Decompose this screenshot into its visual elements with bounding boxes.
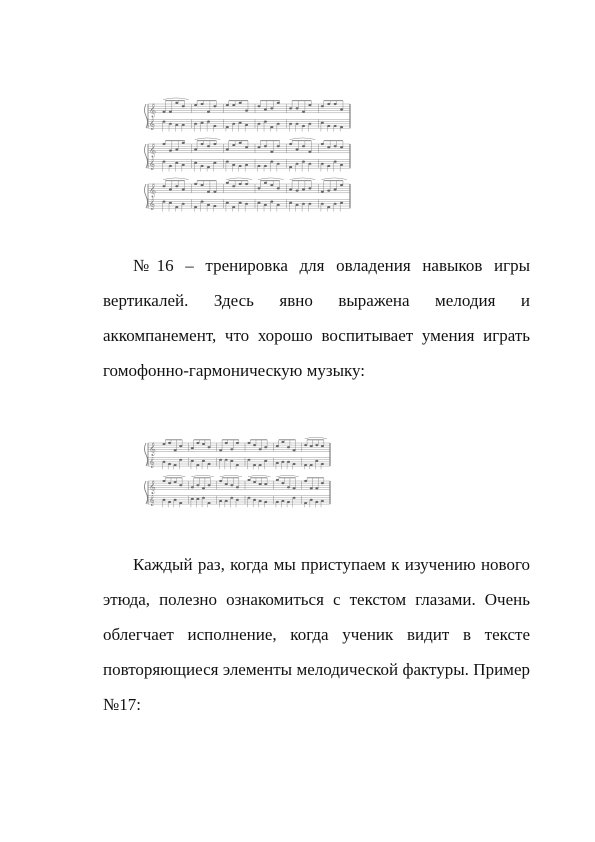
note-head <box>194 206 197 208</box>
note-head <box>174 481 177 483</box>
note-head <box>226 182 229 184</box>
slur <box>321 178 347 180</box>
note-head <box>232 164 235 166</box>
note-head <box>293 487 296 489</box>
note-head <box>232 123 235 125</box>
slur <box>191 475 213 477</box>
brace <box>145 104 148 128</box>
note-head <box>208 446 211 448</box>
treble-clef: 𝄞 <box>149 457 155 469</box>
note-head <box>296 148 299 150</box>
note-head <box>196 498 199 500</box>
note-head <box>321 105 324 107</box>
note-head <box>208 484 211 486</box>
note-head <box>296 190 299 192</box>
note-head <box>202 460 205 462</box>
note-head <box>182 188 185 190</box>
slur <box>220 475 242 477</box>
note-head <box>191 498 194 500</box>
note-head <box>334 125 337 127</box>
note-head <box>174 464 177 466</box>
note-head <box>179 484 182 486</box>
note-head <box>270 126 273 128</box>
note-head <box>270 151 273 153</box>
note-head <box>245 164 248 166</box>
brace <box>145 144 148 168</box>
note-head <box>230 484 233 486</box>
note-head <box>175 124 178 126</box>
note-head <box>321 163 324 165</box>
note-head <box>310 499 313 501</box>
note-head <box>194 123 197 125</box>
music-score-example-15 <box>140 92 356 212</box>
note-head <box>321 191 324 193</box>
treble-clef: 𝄞 <box>149 119 155 131</box>
note-head <box>302 188 305 190</box>
note-head <box>308 203 311 205</box>
note-head <box>277 187 280 189</box>
note-head <box>308 163 311 165</box>
note-head <box>304 464 307 466</box>
note-head <box>315 444 318 446</box>
note-head <box>264 165 267 167</box>
note-head <box>315 501 318 503</box>
note-head <box>276 462 279 464</box>
treble-clef: 𝄞 <box>149 102 156 117</box>
note-head <box>296 204 299 206</box>
note-head <box>230 460 233 462</box>
note-head <box>321 463 324 465</box>
note-head <box>289 123 292 125</box>
note-head <box>163 161 166 163</box>
note-head <box>213 191 216 193</box>
note-head <box>232 206 235 208</box>
note-head <box>219 500 222 502</box>
note-head <box>236 486 239 488</box>
note-head <box>201 143 204 145</box>
note-head <box>225 442 228 444</box>
note-head <box>163 443 166 445</box>
brace <box>145 443 148 466</box>
note-head <box>253 464 256 466</box>
note-head <box>182 124 185 126</box>
note-head <box>259 483 262 485</box>
note-head <box>281 500 284 502</box>
note-head <box>230 497 233 499</box>
note-head <box>327 190 330 192</box>
note-head <box>308 151 311 153</box>
treble-clef: 𝄞 <box>149 199 155 211</box>
brace <box>145 481 148 504</box>
note-head <box>334 161 337 163</box>
note-head <box>226 161 229 163</box>
slur <box>226 178 252 180</box>
note-head <box>258 187 261 189</box>
note-head <box>253 481 256 483</box>
note-head <box>191 460 194 462</box>
note-head <box>259 448 262 450</box>
note-head <box>302 145 305 147</box>
slur <box>290 178 316 180</box>
slur <box>258 178 284 180</box>
note-head <box>182 203 185 205</box>
note-head <box>253 499 256 501</box>
note-head <box>207 166 210 168</box>
note-head <box>289 143 292 145</box>
note-head <box>163 461 166 463</box>
note-head <box>321 203 324 205</box>
note-head <box>293 449 296 451</box>
note-head <box>201 201 204 203</box>
note-head <box>289 202 292 204</box>
note-head <box>321 445 324 447</box>
note-head <box>289 188 292 190</box>
note-head <box>258 202 261 204</box>
note-head <box>310 487 313 489</box>
note-head <box>226 148 229 150</box>
treble-clef: 𝄞 <box>149 441 156 456</box>
note-head <box>276 479 279 481</box>
note-head <box>169 111 172 113</box>
note-head <box>201 165 204 167</box>
note-head <box>232 144 235 146</box>
note-head <box>277 123 280 125</box>
note-head <box>213 205 216 207</box>
treble-clef: 𝄞 <box>149 182 156 197</box>
note-head <box>239 202 242 204</box>
note-head <box>201 122 204 124</box>
note-head <box>264 204 267 206</box>
note-head <box>308 123 311 125</box>
note-head <box>245 203 248 205</box>
note-head <box>287 461 290 463</box>
slur <box>248 475 270 477</box>
music-score-example-16 <box>140 433 335 511</box>
note-head <box>264 446 267 448</box>
note-head <box>321 143 324 145</box>
note-head <box>258 146 261 148</box>
note-head <box>236 464 239 466</box>
note-head <box>327 146 330 148</box>
note-head <box>308 104 311 106</box>
note-head <box>315 460 318 462</box>
music-score-image <box>140 92 356 212</box>
note-head <box>182 142 185 144</box>
note-head <box>302 203 305 205</box>
note-head <box>287 446 290 448</box>
note-head <box>245 183 248 185</box>
slur <box>276 475 298 477</box>
note-head <box>226 104 229 106</box>
paragraph-reading-advice: Каждый раз, когда мы приступаем к изучению нового этюда, полезно ознакомиться с текстом глазами. Очень облегчает исполнение, когда ученик видит в тексте повторяющиеся элементы мелодической фактуры. Пример №17: <box>103 555 530 714</box>
note-head <box>277 102 280 104</box>
note-head <box>310 445 313 447</box>
slur <box>305 437 327 439</box>
note-head <box>163 143 166 145</box>
note-head <box>270 161 273 163</box>
note-head <box>230 448 233 450</box>
note-head <box>163 121 166 123</box>
note-head <box>293 497 296 499</box>
note-head <box>334 103 337 105</box>
note-head <box>259 500 262 502</box>
note-head <box>179 459 182 461</box>
note-head <box>287 486 290 488</box>
note-head <box>168 463 171 465</box>
note-head <box>270 107 273 109</box>
note-head <box>225 483 228 485</box>
note-head <box>194 104 197 106</box>
note-head <box>264 182 267 184</box>
note-head <box>213 105 216 107</box>
note-head <box>334 145 337 147</box>
note-head <box>163 480 166 482</box>
note-head <box>296 163 299 165</box>
note-head <box>213 143 216 145</box>
note-head <box>219 480 222 482</box>
note-head <box>169 188 172 190</box>
note-head <box>202 487 205 489</box>
note-head <box>191 447 194 449</box>
note-head <box>245 146 248 148</box>
note-head <box>168 501 171 503</box>
note-head <box>264 145 267 147</box>
note-head <box>207 204 210 206</box>
note-head <box>239 165 242 167</box>
note-head <box>264 483 267 485</box>
note-head <box>277 204 280 206</box>
note-head <box>258 165 261 167</box>
note-head <box>194 162 197 164</box>
note-head <box>196 464 199 466</box>
note-head <box>207 121 210 123</box>
note-head <box>248 479 251 481</box>
note-head <box>304 480 307 482</box>
note-head <box>169 123 172 125</box>
note-head <box>226 126 229 128</box>
note-head <box>315 487 318 489</box>
note-head <box>168 482 171 484</box>
note-head <box>236 499 239 501</box>
note-head <box>239 183 242 185</box>
note-head <box>168 442 171 444</box>
note-head <box>207 145 210 147</box>
note-head <box>175 162 178 164</box>
note-head <box>334 188 337 190</box>
note-head <box>245 124 248 126</box>
brace <box>145 184 148 208</box>
note-head <box>302 111 305 113</box>
note-head <box>169 165 172 167</box>
treble-clef: 𝄞 <box>149 159 155 171</box>
note-head <box>340 202 343 204</box>
slur <box>163 178 189 180</box>
note-head <box>202 443 205 445</box>
note-head <box>213 125 216 127</box>
note-head <box>226 202 229 204</box>
note-head <box>304 444 307 446</box>
note-head <box>179 502 182 504</box>
slur <box>290 138 316 140</box>
note-head <box>321 122 324 124</box>
note-head <box>219 449 222 451</box>
note-head <box>225 459 228 461</box>
note-head <box>163 111 166 113</box>
note-head <box>182 164 185 166</box>
note-head <box>175 102 178 104</box>
note-head <box>253 444 256 446</box>
note-head <box>196 484 199 486</box>
note-head <box>276 501 279 503</box>
note-head <box>327 206 330 208</box>
note-head <box>259 464 262 466</box>
treble-clef: 𝄞 <box>149 495 155 507</box>
note-head <box>208 502 211 504</box>
note-head <box>225 500 228 502</box>
note-head <box>304 502 307 504</box>
slur <box>195 138 221 140</box>
treble-clef: 𝄞 <box>149 142 156 157</box>
note-head <box>340 126 343 128</box>
note-head <box>281 461 284 463</box>
note-head <box>213 162 216 164</box>
note-head <box>321 482 324 484</box>
note-head <box>194 148 197 150</box>
note-head <box>175 185 178 187</box>
note-head <box>264 121 267 123</box>
note-head <box>321 500 324 502</box>
note-head <box>232 104 235 106</box>
note-head <box>296 107 299 109</box>
note-head <box>201 103 204 105</box>
note-head <box>207 191 210 193</box>
note-head <box>174 499 177 501</box>
note-head <box>327 165 330 167</box>
note-head <box>208 463 211 465</box>
note-head <box>163 185 166 187</box>
note-head <box>340 108 343 110</box>
note-head <box>175 206 178 208</box>
slur <box>163 475 185 477</box>
note-head <box>163 201 166 203</box>
note-head <box>302 125 305 127</box>
note-head <box>281 441 284 443</box>
note-head <box>239 142 242 144</box>
note-head <box>264 460 267 462</box>
note-head <box>169 150 172 152</box>
note-head <box>236 442 239 444</box>
note-head <box>340 184 343 186</box>
note-head <box>277 145 280 147</box>
note-head <box>248 459 251 461</box>
note-head <box>264 501 267 503</box>
note-head <box>308 187 311 189</box>
note-head <box>340 146 343 148</box>
note-head <box>289 107 292 109</box>
note-head <box>169 202 172 204</box>
slur <box>163 98 189 100</box>
note-head <box>277 163 280 165</box>
note-head <box>310 464 313 466</box>
note-head <box>182 105 185 107</box>
note-head <box>239 122 242 124</box>
note-head <box>232 185 235 187</box>
note-head <box>174 449 177 451</box>
note-head <box>248 497 251 499</box>
note-head <box>202 497 205 499</box>
note-head <box>191 486 194 488</box>
note-head <box>334 203 337 205</box>
music-score-image <box>140 433 335 511</box>
note-head <box>340 164 343 166</box>
note-head <box>281 482 284 484</box>
note-head <box>179 445 182 447</box>
note-head <box>289 166 292 168</box>
note-head <box>258 123 261 125</box>
note-head <box>293 463 296 465</box>
note-head <box>194 183 197 185</box>
treble-clef: 𝄞 <box>149 479 156 494</box>
note-head <box>219 459 222 461</box>
note-head <box>248 442 251 444</box>
note-head <box>175 148 178 150</box>
note-head <box>264 108 267 110</box>
paragraph-etude-16: №16 – тренировка для овладения навыков игры вертикалей. Здесь явно выражена мелодия и аккомпанемент, что хорошо воспитывает умения играть гомофонно-гармоническую музыку: <box>103 256 530 380</box>
note-head <box>296 123 299 125</box>
note-head <box>327 103 330 105</box>
note-head <box>327 125 330 127</box>
note-head <box>196 442 199 444</box>
note-head <box>302 161 305 163</box>
note-head <box>287 501 290 503</box>
note-head <box>245 110 248 112</box>
note-head <box>270 201 273 203</box>
note-head <box>207 111 210 113</box>
note-head <box>258 105 261 107</box>
note-head <box>270 184 273 186</box>
note-head <box>201 184 204 186</box>
note-head <box>276 445 279 447</box>
note-head <box>239 102 242 104</box>
note-head <box>163 499 166 501</box>
